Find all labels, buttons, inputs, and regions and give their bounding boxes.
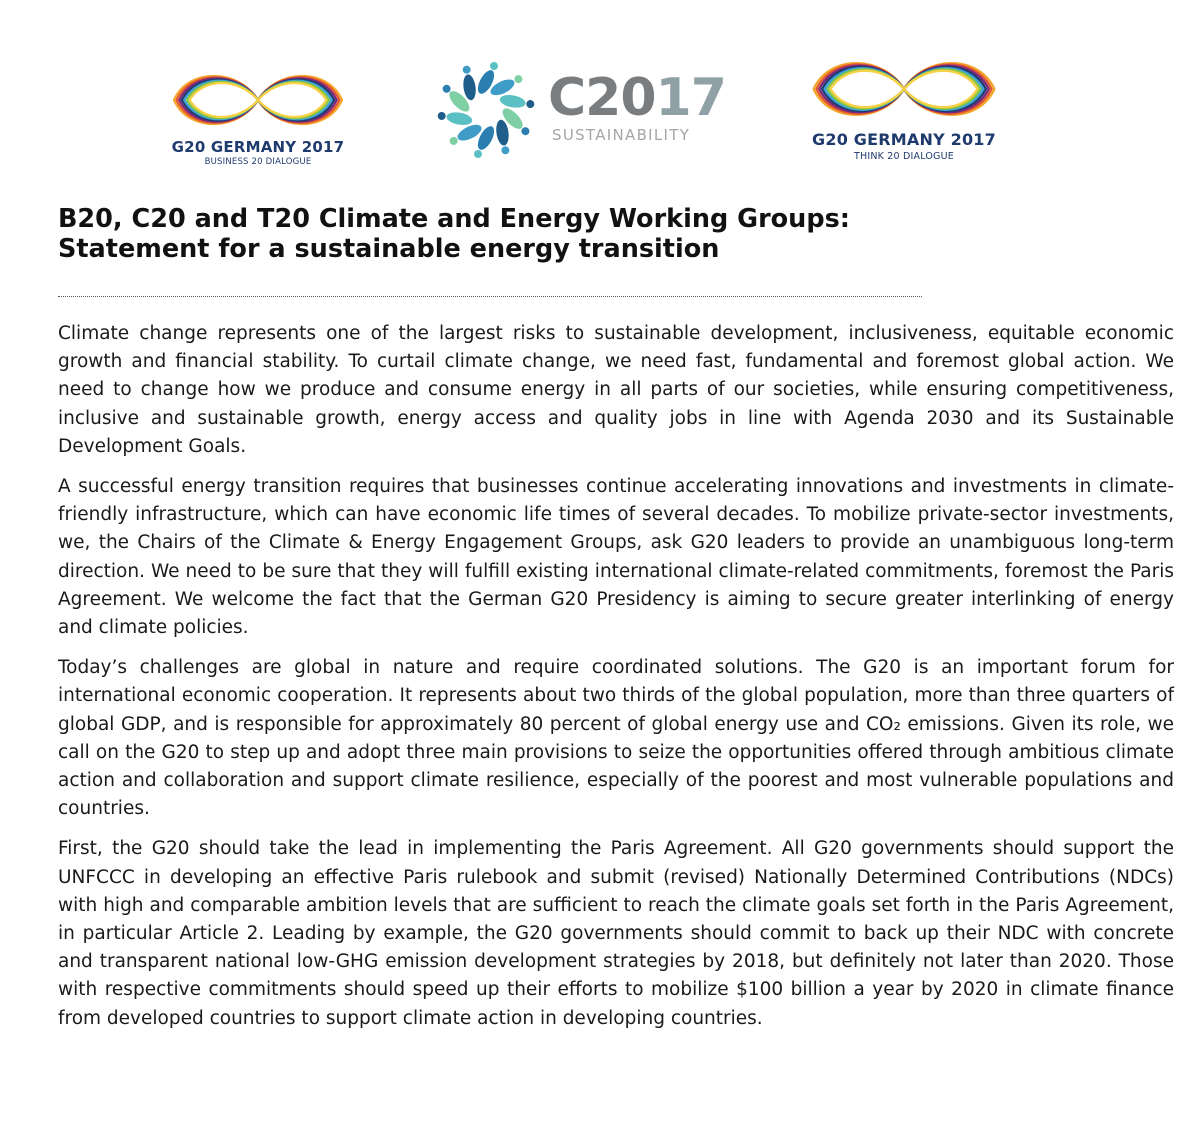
c20-logo-word: C2017 xyxy=(548,68,726,128)
knot-strand xyxy=(190,83,327,117)
b20-logo-title: G20 GERMANY 2017 xyxy=(171,138,345,156)
knot-emblem-icon xyxy=(806,46,1002,132)
document-title xyxy=(58,204,1158,264)
b20-logo xyxy=(168,60,348,172)
c20-logo xyxy=(436,60,736,160)
c20-swirl-icon xyxy=(436,60,536,160)
knot-strand xyxy=(830,71,977,108)
title-line-1: B20, C20 and T20 Climate and Energy Working Groups: xyxy=(58,204,850,234)
paragraph: A successful energy transition requires that businesses continue accelerating innovations and investments in climate-friendly infrastructure, which can have economic life times of several decades. To mobilize private-sector investments, we, the Chairs of the Climate & Energy Engagement Groups, ask G20 leaders to provide an unambiguous long-term direction. We need to be sure that they will fulfill existing international climate-related commitments, foremost the Paris Agreement. We welcome the fact that the German G20 Presidency is aiming to secure greater interlinking of energy and climate policies. xyxy=(58,476,1174,639)
knot-emblem-icon xyxy=(168,60,348,140)
b20-logo-subtitle: BUSINESS 20 DIALOGUE xyxy=(204,157,312,167)
t20-logo-subtitle: THINK 20 DIALOGUE xyxy=(854,151,954,162)
paragraph: Today’s challenges are global in nature and require coordinated solutions. The G20 is an important forum for international economic cooperation. It represents about two thirds of the global population, more than three quarters of global GDP, and is responsible for approximately 80 percent of global energy use and CO₂ emissions. Given its role, we call on the G20 to step up and adopt three main provisions to seize the opportunities offered through ambitious climate action and collaboration and support climate resilience, especially of the poorest and most vulnerable populations and countries. xyxy=(58,657,1174,820)
paragraph: First, the G20 should take the lead in implementing the Paris Agreement. All G20 governments should support the UNFCCC in developing an effective Paris rulebook and submit (revised) Nationally Determined Contributions (NDCs) with high and comparable ambition levels that are sufficient to reach the climate goals set forth in the Paris Agreement, in particular Article 2. Leading by example, the G20 governments should commit to back up their NDC with concrete and transparent national low-GHG emission development strategies by 2018, but definitely not later than 2020. Those with respective commitments should speed up their efforts to mobilize $100 billion a year by 2020 in climate finance from developed countries to support climate action in developing countries. xyxy=(58,838,1174,1029)
t20-logo-title: G20 GERMANY 2017 xyxy=(812,130,996,149)
t20-logo xyxy=(806,46,1002,166)
paragraph: Climate change represents one of the largest risks to sustainable development, inclusiveness, equitable economic growth and financial stability. To curtail climate change, we need fast, fundamental and foremost global action. We need to change how we produce and consume energy in all parts of our societies, while ensuring competitiveness, inclusive and sustainable growth, energy access and quality jobs in line with Agenda 2030 and its Sustainable Development Goals. xyxy=(58,323,1174,457)
title-divider xyxy=(58,296,922,297)
document-body xyxy=(58,320,1174,1045)
title-line-2: Statement for a sustainable energy transition xyxy=(58,234,720,264)
c20-logo-subtitle: SUSTAINABILITY xyxy=(552,126,691,144)
